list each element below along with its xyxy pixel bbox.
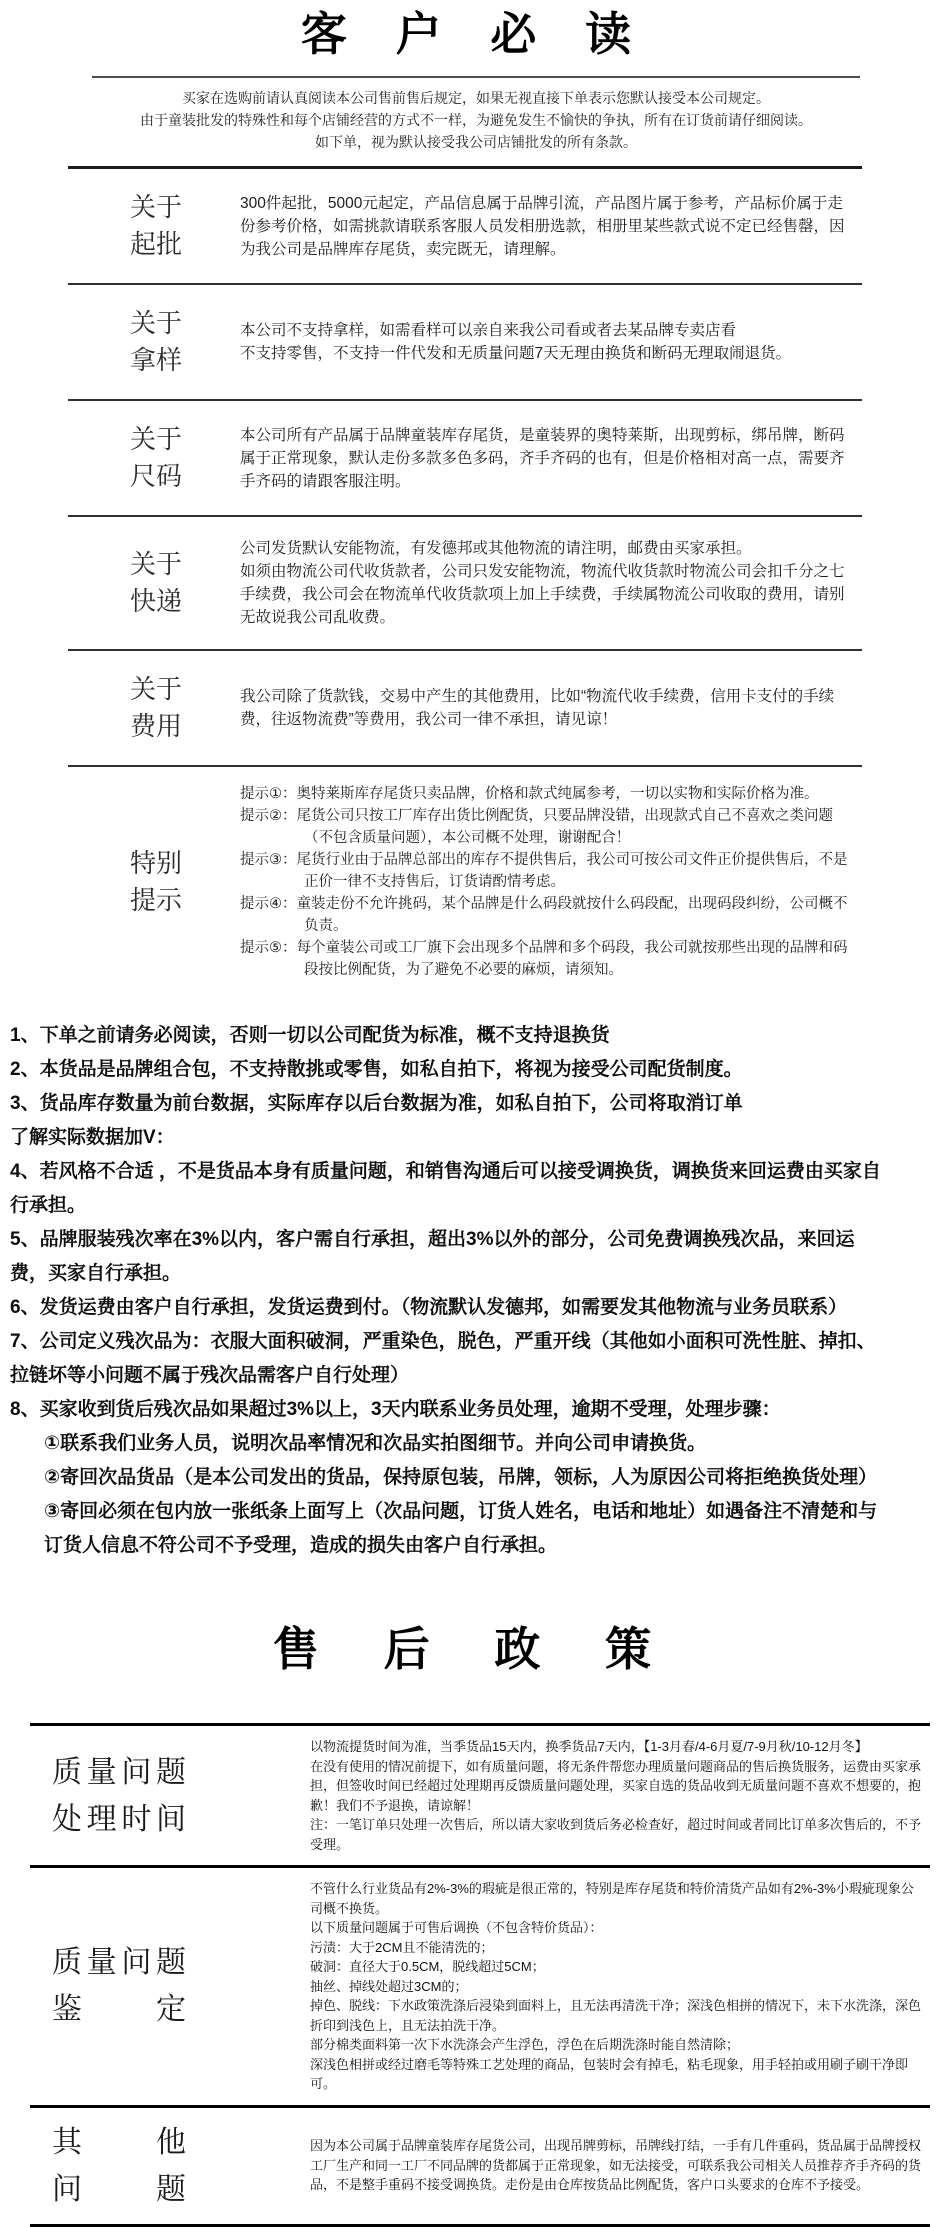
after-sales-row-other-issues <box>30 2108 930 2224</box>
after-sales-row-label: 质量问题 鉴定 <box>52 1946 186 2027</box>
notice-substep: ①联系我们业务人员，说明次品率情况和次品实拍图细节。并向公司申请换货。 <box>44 1433 707 1454</box>
rule-row-special-tips <box>68 767 862 1003</box>
tip-item: 提示⑤：每个童装公司或工厂旗下会出现多个品牌和多个码段，我公司就按那些出现的品牌和码段按比例配货，为了避免不必要的麻烦，请须知。 <box>240 940 848 978</box>
must-read-table <box>68 166 862 1003</box>
rule-row-text: 本公司不支持拿样，如需看样可以亲自来我公司看或者去某品牌专卖店看 不支持零售，不支持一件代发和无质量问题7天无理由换货和断码无理取闹退货。 <box>240 322 792 362</box>
rule-row-label: 关于 起批 <box>130 192 183 259</box>
notice-item: 1、下单之前请务必阅读，否则一切以公司配货为标准，概不支持退换货 <box>10 1025 610 1046</box>
notice-item: 4、若风格不合适 ，不是货品本身有质量问题，和销售沟通后可以接受调换货，调换货来回运费由买家自行承担。 <box>10 1161 881 1216</box>
rule-row-text: 300件起批，5000元起定，产品信息属于品牌引流，产品图片属于参考，产品标价属于走份参考价格，如需挑款请联系客服人员发相册选款，相册里某些款式说不定已经售罄，因为我公司是品牌库存尾货，卖完既无，请理解。 <box>240 194 845 258</box>
notice-substep: ②寄回次品货品（是本公司发出的货品，保持原包装，吊牌，领标，人为原因公司将拒绝换货处理） <box>44 1467 878 1488</box>
notice-item: 2、本货品是品牌组合包，不支持散挑或零售，如私自拍下，将视为接受公司配货制度。 <box>10 1059 743 1080</box>
after-sales-row-text: 因为本公司属于品牌童装库存尾货公司，出现吊牌剪标，吊牌线打结，一手有几件重码，货品属于品牌授权工厂生产和同一工厂不同品牌的货都属于正常现象，如无法接受，可联系我公司相关人员推荐齐手齐码的货品，不是整手重码不接受调换货。走份是由仓库按货品比例配货，客户口头要求的仓库不予接受。 <box>310 2138 922 2193</box>
after-sales-row-quality-judgement <box>30 1868 930 2108</box>
after-sales-row-text: 以物流提货时间为准，当季货品15天内，换季货品7天内，【1-3月春/4-6月夏/7-9月秋/10-12月冬】 在没有使用的情况前提下，如有质量问题，将无条件帮您办理质量问题商品的售后换货服务，运费由买家承担，但签收时间已经超过处理期再反馈质量问题处理，买家自选的货品收到无质量问题不喜欢不想要的，抱歉！我们不予退换，请谅解！ 注：一笔订单只处理一次售后，所以请大家收到货后务必检查好，超过时间或者同比订单多次售后的，不予受理。 <box>310 1739 922 1852</box>
rule-row-text: 我公司除了货款钱，交易中产生的其他费用，比如“物流代收手续费，信用卡支付的手续费，往返物流费”等费用，我公司一律不承担，请见谅！ <box>240 688 835 728</box>
notice-item: 5、品牌服装残次率在3%以内，客户需自行承担，超出3%以外的部分，公司免费调换残次品，来回运费，买家自行承担。 <box>10 1229 855 1284</box>
rule-row-size <box>68 401 862 517</box>
rule-row-sample <box>68 285 862 401</box>
rule-row-label: 关于 费用 <box>130 674 183 741</box>
tip-item: 提示①：奥特莱斯库存尾货只卖品牌，价格和款式纯属参考，一切以实物和实际价格为准。 <box>240 786 819 802</box>
notice-item: 6、发货运费由客户自行承担，发货运费到付。（物流默认发德邦，如需要发其他物流与业务员联系） <box>10 1297 848 1318</box>
must-read-title: 客 户 必 读 <box>300 8 650 60</box>
intro-line: 买家在选购前请认真阅读本公司售前售后规定，如果无视直接下单表示您默认接受本公司规定。 <box>182 90 770 106</box>
after-sales-row-processing-time <box>30 1726 930 1868</box>
tip-item: 提示③：尾货行业由于品牌总部出的库存不提供售后，我公司可按公司文件正价提供售后，不是正价一律不支持售后，订货请酌情考虑。 <box>240 852 848 890</box>
rule-row-text <box>240 783 862 981</box>
rule-row-text: 公司发货默认安能物流，有发德邦或其他物流的请注明，邮费由买家承担。 如须由物流公司代收货款者，公司只发安能物流，物流代收货款时物流公司会扣千分之七手续费，我公司会在物流单代收货款项上加上手续费，手续属物流公司收取的费用，请别无故说我公司乱收费。 <box>240 540 845 626</box>
tip-item: 提示④：童装走份不允许挑码，某个品牌是什么码段就按什么码段配，出现码段纠纷，公司概不负责。 <box>240 896 848 934</box>
notice-item: 3、货品库存数量为前台数据，实际库存以后台数据为准，如私自拍下，公司将取消订单 <box>10 1093 743 1114</box>
rule-row-express <box>68 517 862 651</box>
notice-list <box>10 1019 886 1563</box>
notice-item: 7、公司定义残次品为：衣服大面积破洞，严重染色，脱色，严重开线（其他如小面积可洗性脏、掉扣、拉链坏等小问题不属于残次品需客户自行处理） <box>10 1331 876 1386</box>
notice-item: 了解实际数据加V： <box>10 1127 175 1148</box>
rule-row-fees <box>68 651 862 767</box>
rule-row-label: 特别 提示 <box>130 848 183 915</box>
intro-line: 如下单，视为默认接受我公司店铺批发的所有条款。 <box>315 134 637 150</box>
after-sales-row-text: 不管什么行业货品有2%-3%的瑕疵是很正常的，特别是库存尾货和特价清货产品如有2%-3%小瑕疵现象公司概不换货。 以下质量问题属于可售后调换（不包含特价货品）： 污渍：大于2CM且不能清洗的； 破洞：直径大于0.5CM，脱线超过5CM； 抽丝、掉线处超过3CM的； 掉色、脱线：下水政策洗涤后浸染到面料上，且无法再清洗干净；深浅色相拼的情况下，未下水洗涤，深色折印到浅色上，且无法拍洗干净。 部分棉类面料第一次下水洗涤会产生浮色，浮色在后期洗涤时能自然清除； 深浅色相拼或经过磨毛等特殊工艺处理的商品，包装时会有掉毛，粘毛现象，用手轻拍或用刷子刷干净即可。 <box>310 1881 922 2091</box>
intro-line: 由于童装批发的特殊性和每个店铺经营的方式不一样，为避免发生不愉快的争执，所有在订货前请仔细阅读。 <box>140 112 812 128</box>
rule-row-text: 本公司所有产品属于品牌童装库存尾货，是童装界的奥特莱斯，出现剪标，绑吊牌，断码属于正常现象，默认走份多款多色多码，齐手齐码的也有，但是价格相对高一点，需要齐手齐码的请跟客服注明。 <box>240 426 845 490</box>
rule-row-batch <box>68 169 862 285</box>
after-sales-row-label: 质量问题 处理时间 <box>52 1755 186 1836</box>
notice-item: 8、买家收到货后残次品如果超过3%以上，3天内联系业务员处理，逾期不受理，处理步骤： <box>10 1399 781 1420</box>
rule-row-label: 关于 快递 <box>130 549 183 616</box>
after-sales-table <box>30 1723 930 2227</box>
rule-row-label: 关于 尺码 <box>130 424 183 491</box>
after-sales-title: 售 后 政 策 <box>272 1623 678 1675</box>
notice-substep: ③寄回必须在包内放一张纸条上面写上（次品问题，订货人姓名，电话和地址）如遇备注不清楚和与订货人信息不符公司不予受理，造成的损失由客户自行承担。 <box>44 1501 878 1556</box>
after-sales-row-label: 其他 问题 <box>52 2125 186 2206</box>
intro-box <box>92 76 860 166</box>
tip-item: 提示②：尾货公司只按工厂库存出货比例配货，只要品牌没错，出现款式自己不喜欢之类问题（不包含质量问题），本公司概不处理，谢谢配合！ <box>240 808 833 846</box>
rule-row-label: 关于 拿样 <box>130 308 183 375</box>
